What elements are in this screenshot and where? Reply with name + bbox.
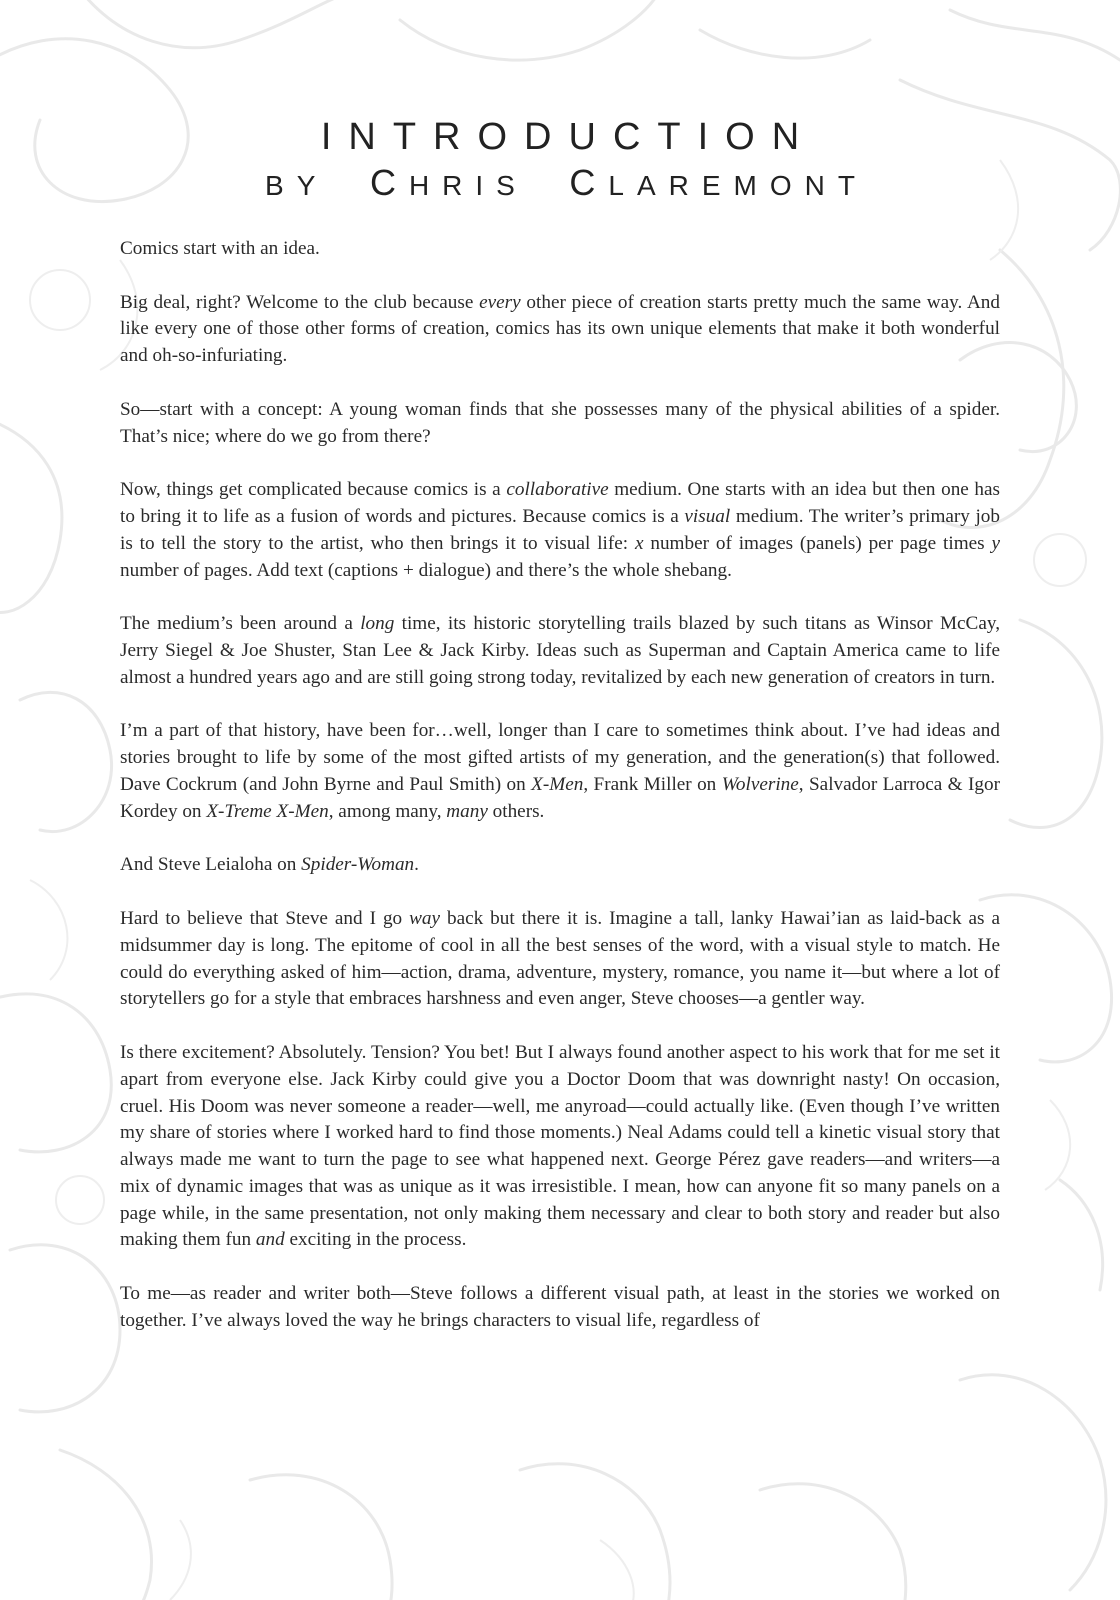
paragraph-text: number of pages. Add text (captions + dialogue) and there’s the whole shebang. — [120, 559, 732, 581]
body-paragraph — [120, 290, 1000, 370]
paragraph-text: Now, things get complicated because comics is a — [120, 479, 507, 501]
italic-text: every — [479, 291, 521, 313]
paragraph-text: other piece of creation starts pretty much the same way. And like every one of those other forms of creation, comics has its own unique elements that make it both wonderful and oh-so-infuriating. — [120, 291, 1000, 367]
paragraph-text: And Steve Leialoha on — [120, 854, 302, 876]
paragraph-text: exciting in the process. — [284, 1229, 467, 1251]
italic-text: X-Treme X-Men — [206, 800, 329, 822]
paragraph-text: The medium’s been around a — [120, 613, 361, 635]
byline-first-rest: HRIS — [408, 170, 528, 201]
body-paragraph — [120, 236, 1000, 263]
paragraph-text: Big deal, right? Welcome to the club because — [120, 291, 480, 313]
byline-by: BY — [265, 170, 329, 201]
italic-text: visual — [684, 505, 731, 527]
byline-last-initial: C — [569, 162, 609, 203]
italic-text: Spider-Woman — [301, 854, 415, 876]
paragraph-text: To me—as reader and writer both—Steve follows a different visual path, at least in the stories we worked on together. I’ve always loved the way he brings characters to visual life, regardless of — [120, 1283, 1000, 1331]
italic-text: way — [409, 907, 441, 929]
paragraph-text: Comics start with an idea. — [120, 238, 320, 259]
paragraph-text: time, its historic storytelling trails blazed by such titans as Winsor McCay, Jerry Siegel & Joe Shuster, Stan Lee & Jack Kirby. Ideas such as Superman and Captain America came to life almost a hundred years ago and are still going strong today, revitalized by each new generation of creators in turn. — [120, 613, 1001, 688]
body-paragraph — [120, 718, 1000, 825]
body-paragraph — [120, 1281, 1000, 1335]
body-paragraph — [120, 477, 1000, 584]
italic-text: collaborative — [506, 479, 609, 501]
italic-text: X-Men — [531, 773, 584, 795]
paragraph-text: medium. One starts with an idea but then one has to bring it to life as a fusion of words and pictures. Because comics is a — [120, 479, 1001, 527]
paragraph-text: I’m a part of that history, have been for…well, longer than I care to sometimes think about. I’ve had ideas and stories brought to life by some of the most gifted artists of my generation, and the generation(s) that followed. Dave Cockrum (and John Byrne and Paul Smith) on — [120, 720, 1000, 795]
paragraph-text: Is there excitement? Absolutely. Tension? You bet! But I always found another aspect to his work that for me set it apart from everyone else. Jack Kirby could give you a Doctor Doom that was downright nasty! On occasion, cruel. His Doom was never someone a reader—well, me anyroad—could actually like. (Even though I’ve written my share of stories where I worked hard to find those moments.) Neal Adams could tell a kinetic visual story that always made me want to turn the page to see what happened next. George Pérez gave readers—and writers—a mix of dynamic images that was as unique as it was irresistible. I mean, how can anyone fit so many panels on a page while, in the same presentation, not only making them necessary and clear to both story and reader but also making them fun — [120, 1041, 1000, 1251]
paragraph-text: back but there it is. Imagine a tall, lanky Hawai’ian as laid-back as a midsummer day is long. The epitome of cool in all the best senses of the word, with a visual style to match. He could do everything asked of him—action, drama, adventure, mystery, romance, you name it—but where a lot of storytellers go for a style that embraces harshness and even anger, Steve chooses—a gentler way. — [120, 907, 1000, 1010]
body-paragraph — [120, 611, 1000, 691]
body-paragraph — [120, 1040, 1000, 1254]
italic-text: x — [634, 532, 644, 554]
paragraph-text: , Frank Miller on — [583, 773, 722, 795]
italic-text: long — [360, 613, 395, 635]
title-block — [0, 114, 1120, 207]
byline — [0, 162, 1120, 207]
paragraph-text: number of images (panels) per page times — [643, 532, 992, 554]
paragraph-text: So—start with a concept: A young woman finds that she possesses many of the physical abilities of a spider. That’s nice; where do we go from there? — [120, 398, 1000, 447]
body-paragraph — [120, 397, 1000, 451]
byline-first-initial: C — [369, 162, 409, 203]
paragraph-text: , Salvador Larroca & Igor Kordey on — [120, 773, 1000, 822]
paragraph-text: , among many, — [328, 800, 447, 822]
paragraph-text: Hard to believe that Steve and I go — [120, 907, 410, 929]
paragraph-text: medium. The writer’s primary job is to tell the story to the artist, who then brings it to visual life: — [120, 505, 1000, 554]
body-paragraph — [120, 852, 1000, 879]
body-text — [120, 236, 1000, 1361]
italic-text: many — [446, 800, 488, 822]
byline-last-rest: LAREMONT — [608, 170, 868, 201]
paragraph-text: others. — [487, 800, 545, 822]
paragraph-text: . — [414, 854, 419, 876]
page-title: INTRODUCTION — [320, 116, 817, 158]
body-paragraph — [120, 906, 1000, 1013]
italic-text: and — [255, 1229, 285, 1251]
italic-text: y — [991, 532, 1001, 554]
italic-text: Wolverine — [721, 773, 799, 795]
